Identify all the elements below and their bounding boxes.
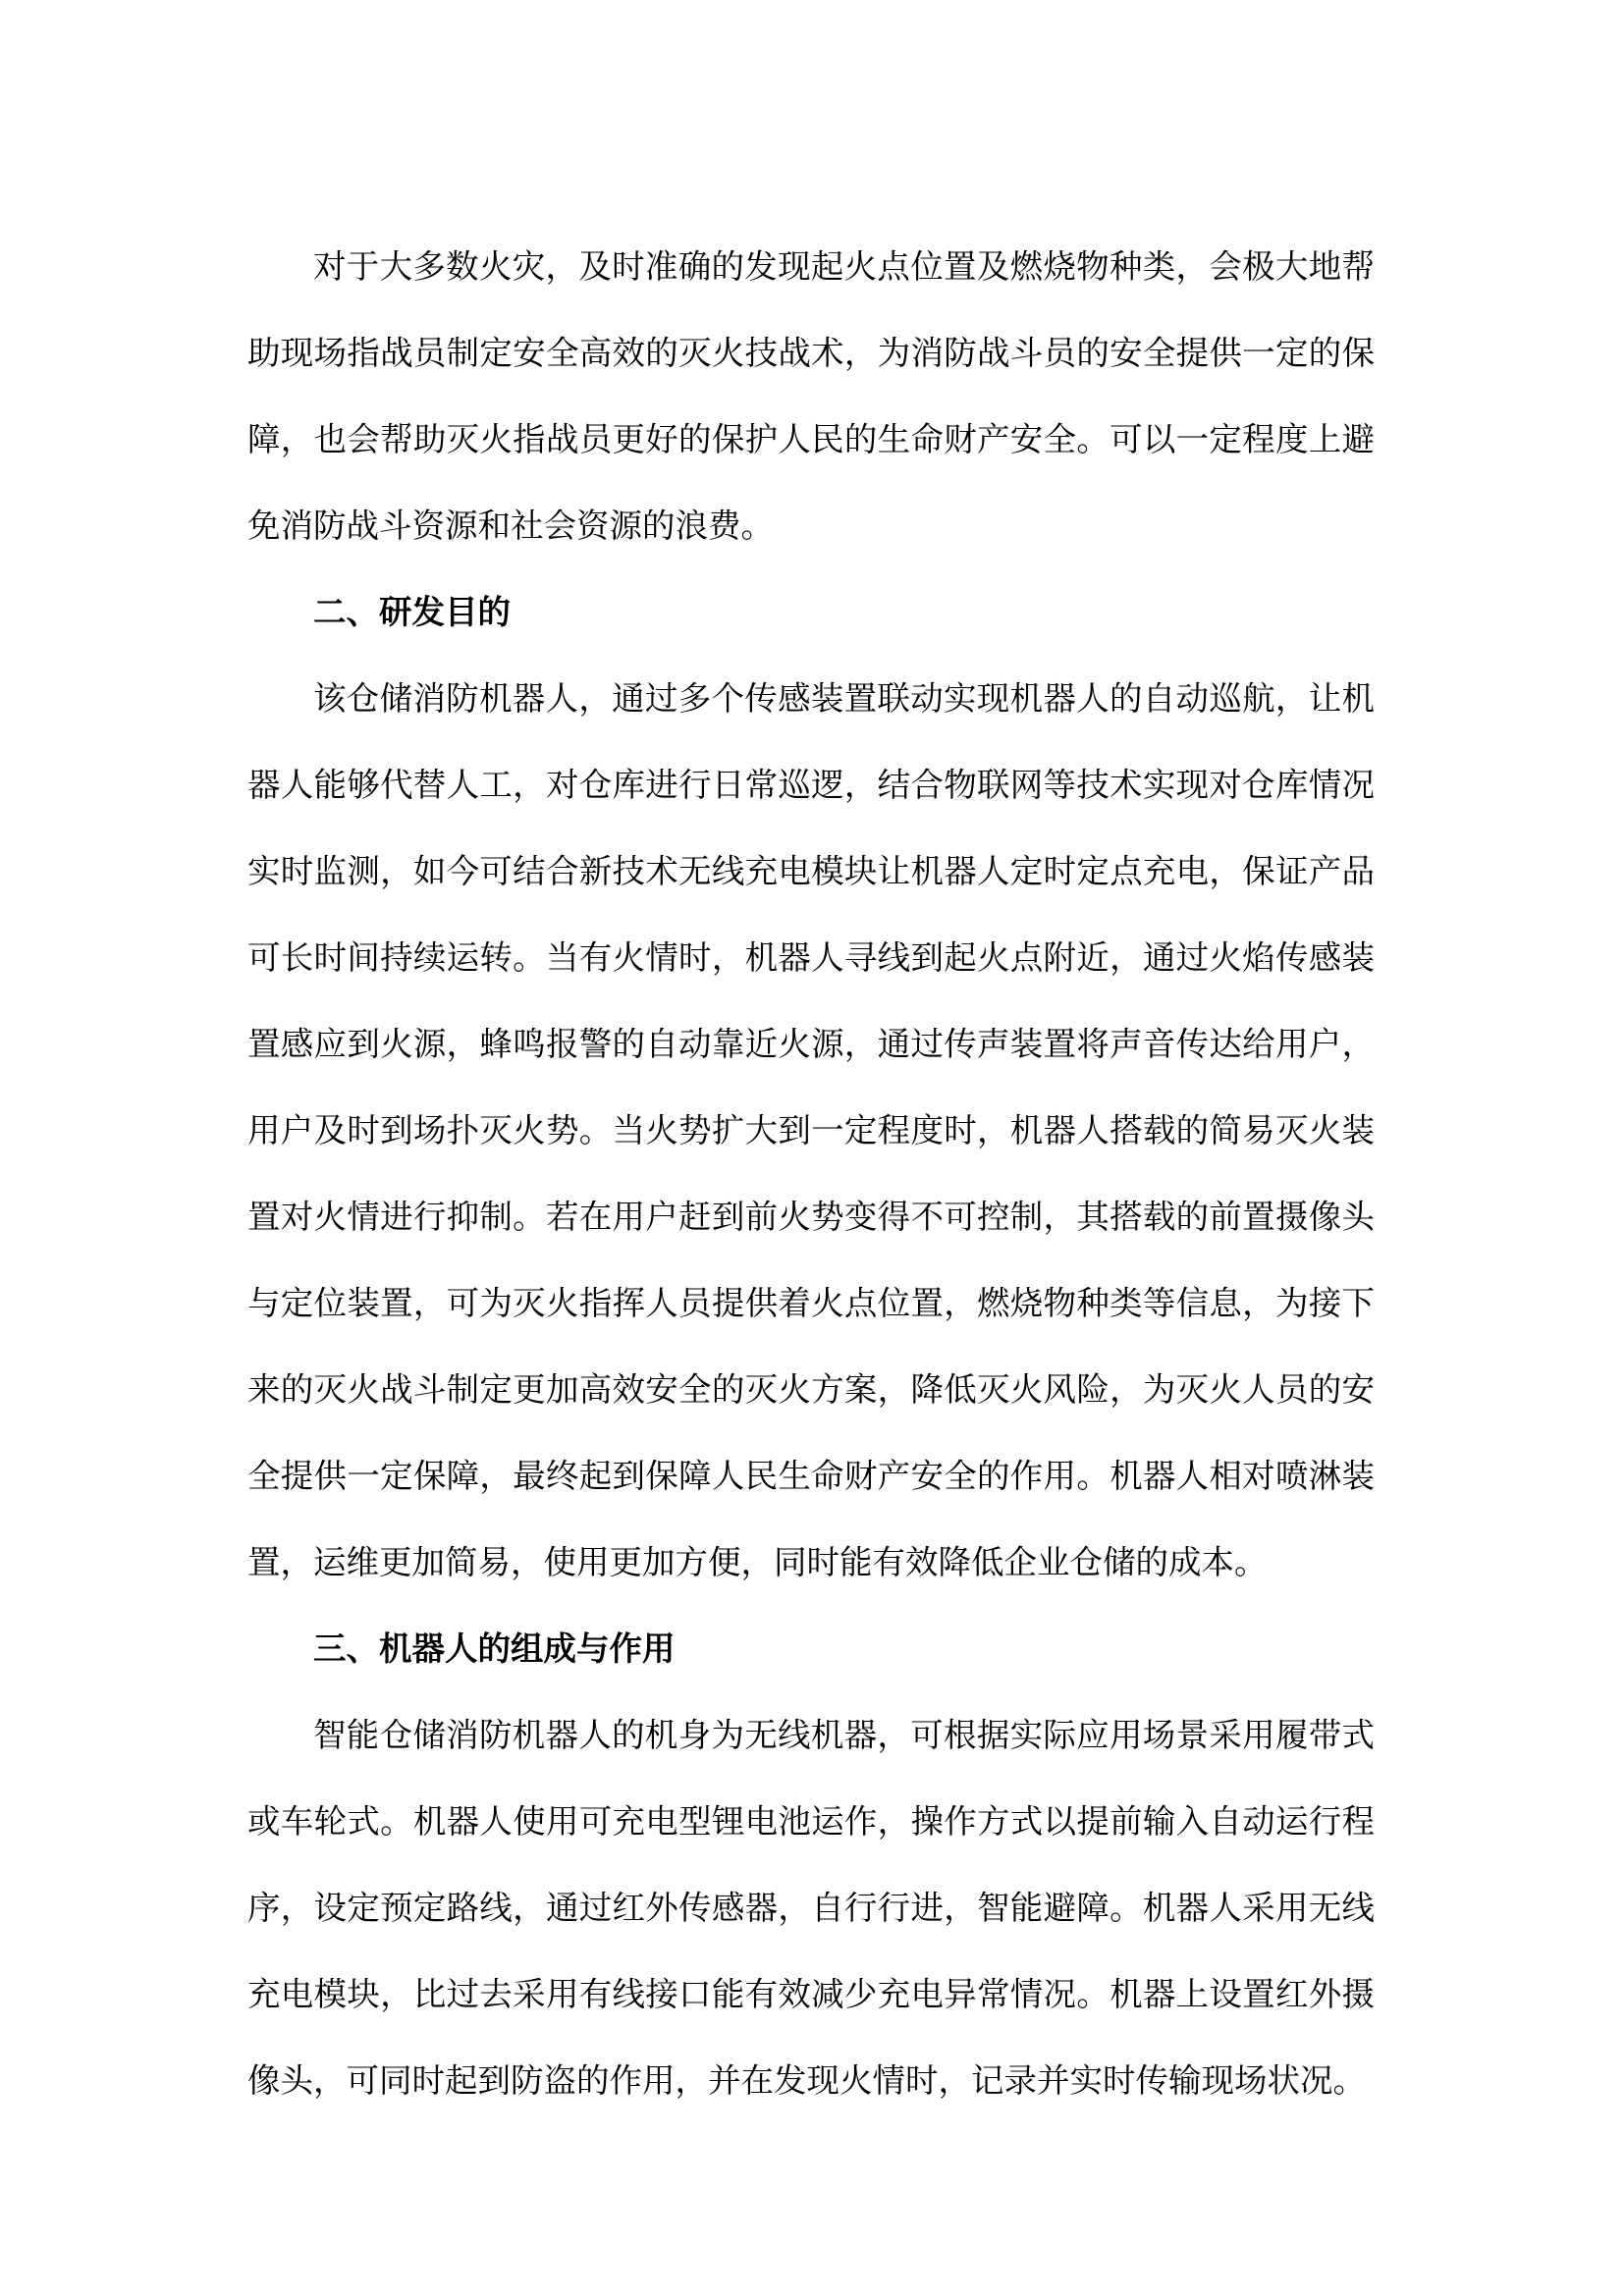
- text-line: 置对火情进行抑制。若在用户赶到前火势变得不可控制，其搭载的前置摄像头: [247, 1198, 1375, 1236]
- text-line: 器人能够代替人工，对仓库进行日常巡逻，结合物联网等技术实现对仓库情况: [247, 766, 1375, 804]
- text-line: 该仓储消防机器人，通过多个传感装置联动实现机器人的自动巡航，让机: [313, 679, 1375, 718]
- text-line: 或车轮式。机器人使用可充电型锂电池运作，操作方式以提前输入自动运行程: [247, 1802, 1375, 1841]
- text-line: 对于大多数火灾，及时准确的发现起火点位置及燃烧物种类，会极大地帮: [313, 247, 1375, 286]
- text-line: 可长时间持续运转。当有火情时，机器人寻线到起火点附近，通过火焰传感装: [247, 938, 1375, 977]
- text-line: 来的灭火战斗制定更加高效安全的灭火方案，降低灭火风险，为灭火人员的安: [247, 1370, 1375, 1409]
- paragraph-composition: [247, 1692, 1375, 2124]
- text-line: 免消防战斗资源和社会资源的浪费。: [247, 507, 774, 545]
- text-line: 充电模块，比过去采用有线接口能有效减少充电异常情况。机器上设置红外摄: [247, 1975, 1375, 2013]
- section-heading-purpose: 二、研发目的: [313, 593, 511, 631]
- text-line: 助现场指战员制定安全高效的灭火技战术，为消防战斗员的安全提供一定的保: [247, 334, 1375, 372]
- text-line: 像头，可同时起到防盗的作用，并在发现火情时，记录并实时传输现场状况。: [247, 2061, 1366, 2100]
- text-line: 序，设定预定路线，通过红外传感器，自行行进，智能避障。机器人采用无线: [247, 1889, 1375, 1927]
- text-line: 障，也会帮助灭火指战员更好的保护人民的生命财产安全。可以一定程度上避: [247, 420, 1375, 458]
- text-line: 与定位装置，可为灭火指挥人员提供着火点位置，燃烧物种类等信息，为接下: [247, 1284, 1375, 1322]
- text-line: 用户及时到场扑灭火势。当火势扩大到一定程度时，机器人搭载的简易灭火装: [247, 1111, 1375, 1149]
- document-page: [247, 224, 1375, 2124]
- text-line: 实时监测，如今可结合新技术无线充电模块让机器人定时定点充电，保证产品: [247, 852, 1375, 890]
- text-line: 智能仓储消防机器人的机身为无线机器，可根据实际应用场景采用履带式: [313, 1716, 1375, 1754]
- section-heading-composition: 三、机器人的组成与作用: [313, 1629, 676, 1668]
- text-line: 全提供一定保障，最终起到保障人民生命财产安全的作用。机器人相对喷淋装: [247, 1457, 1375, 1495]
- text-line: 置感应到火源，蜂鸣报警的自动靠近火源，通过传声装置将声音传达给用户，: [247, 1025, 1375, 1063]
- paragraph-intro: [247, 224, 1375, 569]
- text-line: 置，运维更加简易，使用更加方便，同时能有效降低企业仓储的成本。: [247, 1543, 1268, 1581]
- paragraph-purpose: [247, 656, 1375, 1606]
